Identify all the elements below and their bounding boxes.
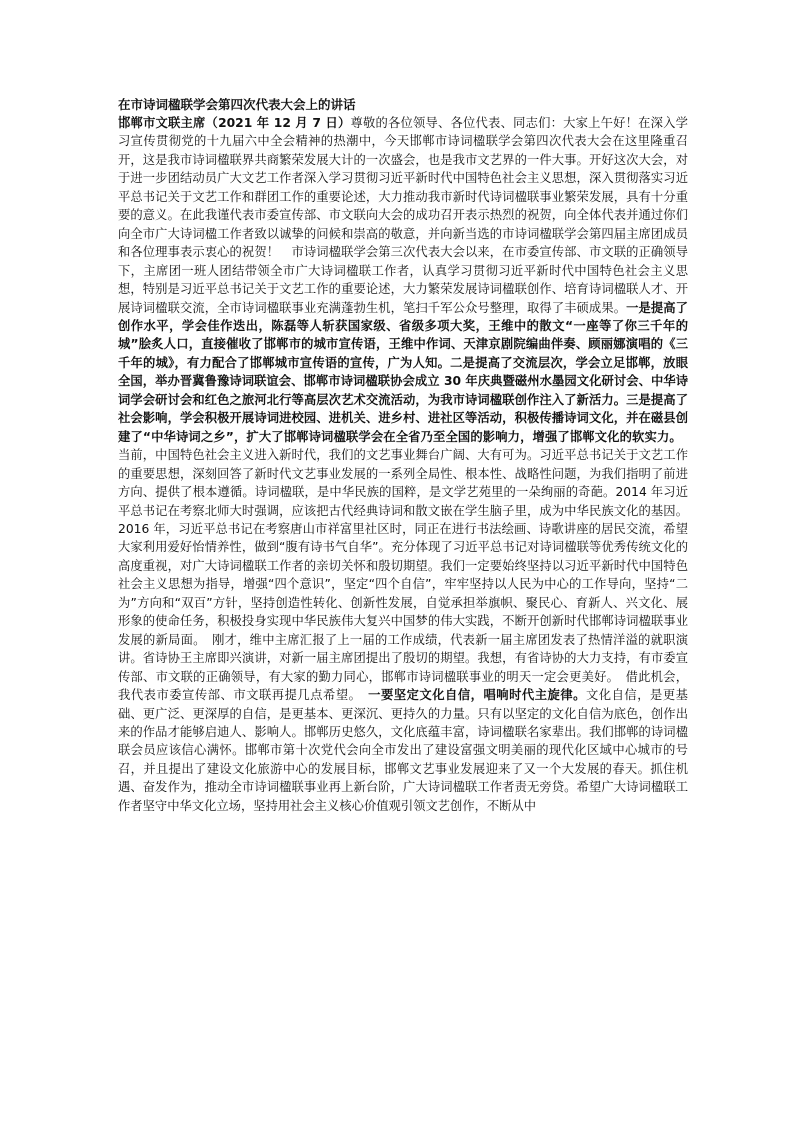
speech-body <box>118 114 688 815</box>
speaker-line: 邯郸市文联主席（2021 年 12 月 7 日） <box>118 116 351 130</box>
speech-paragraph-new-era: 当前，中国特色社会主义进入新时代，我们的文艺事业舞台广阔、大有可为。习近平总书记关于文艺工作的重要思想，深刻回答了新时代文艺事业发展的一系列全局性、根本性、战略性问题，为我们指明了前进方向、提供了根本遵循。诗词楹联，是中华民族的国粹，是文学艺苑里的一朵绚丽的奇葩。2014 年习近平总书记在考察北师大时强调，应该把古代经典诗词和散文嵌在学生脑子里，成为中华民族文化的基因。2016 年，习近平总书记在考察唐山市祥富里社区时，同正在进行书法绘画、诗歌讲座的居民交流，希望大家利用爱好怡情养性，做到“腹有诗书气自华”。充分体现了习近平总书记对诗词楹联等优秀传统文化的高度重视，对广大诗词楹联工作者的亲切关怀和殷切期望。我们一定要始终坚持以习近平新时代中国特色社会主义思想为指导，增强“四个意识”，坚定“四个自信”，牢牢坚持以人民为中心的工作导向，坚持“二为”方向和“双百”方针，坚持创造性转化、创新性发展，自觉承担举旗帜、聚民心、育新人、兴文化、展形象的使命任务，积极投身实现中华民族伟大复兴中国梦的伟大实践，不断开创新时代邯郸诗词楹联事业发展的新局面。 刚才，维中主席汇报了上一届的工作成绩，代表新一届主席团发表了热情洋溢的就职演讲。省诗协王主席即兴演讲，对新一届主席团提出了殷切的期望。我想，有省诗协的大力支持，有市委宣传部、市文联的正确领导，有大家的勤力同心，邯郸市诗词楹联事业的明天一定会更美好。 借此机会，我代表市委宣传部、市文联再提几点希望。 <box>118 429 688 703</box>
speech-point-one-heading: 一要坚定文化自信，唱响时代主旋律。 <box>355 688 586 703</box>
speech-paragraph-opening: 尊敬的各位领导、各位代表、同志们：大家上午好！在深入学习宣传贯彻党的十九届六中全会精神的热潮中，今天邯郸市诗词楹联学会第四次代表大会在这里隆重召开，这是我市诗词楹联界共商繁荣发展大计的一次盛会，也是我市文艺界的一件大事。开好这次大会，对于进一步团结动员广大文艺工作者深入学习贯彻习近平新时代中国特色社会主义思想，深入贯彻落实习近平总书记关于文艺工作和群团工作的重要论述，大力推动我市新时代诗词楹联事业繁荣发展，具有十分重要的意义。在此我谨代表市委宣传部、市文联向大会的成功召开表示热烈的祝贺，向全体代表并通过你们向全市广大诗词楹工作者致以诚挚的问候和崇高的敬意，并向新当选的市诗词楹联学会第四届主席团成员和各位理事表示衷心的祝贺！ 市诗词楹联学会第三次代表大会以来，在市委宣传部、市文联的正确领导下，主席团一班人团结带领全市广大诗词楹联工作者，认真学习贯彻习近平新时代中国特色社会主义思想，特别是习近平总书记关于文艺工作的重要论述，大力繁荣发展诗词楹联创作、培育诗词楹联人才、开展诗词楹联交流，全市诗词楹联事业充满蓬勃生机，笔扫千军公众号整理，取得了丰硕成果。 <box>118 116 688 315</box>
document-title: 在市诗词楹联学会第四次代表大会上的讲话 <box>118 97 356 112</box>
speech-paragraph-culture-confidence: 文化自信，是更基础、更广泛、更深厚的自信，是更基本、更深沉、更持久的力量。只有以坚定的文化自信为底色，创作出来的作品才能够启迪人、影响人。邯郸历史悠久，文化底蕴丰富，诗词楹联名家辈出。我们邯郸的诗词楹联会员应该信心满怀。邯郸市第十次党代会向全市发出了建设富强文明美丽的现代化区域中心城市的号召，并且提出了建设文化旅游中心的发展目标，邯郸文艺事业发展迎来了又一个大发展的春天。抓住机遇、奋发作为，推动全市诗词楹联事业再上新台阶，广大诗词楹联工作者责无旁贷。希望广大诗词楹联工作者坚守中华文化立场，坚持用社会主义核心价值观引领文艺创作，不断从中 <box>118 688 688 813</box>
document-page <box>118 96 688 815</box>
speech-achievements: 一是提高了创作水平，学会佳作迭出，陈磊等人斩获国家级、省级多项大奖，王维中的散文“一座等了你三千年的城”脍炙人口，直接催收了邯郸市的城市宣传语，王维中作词、天津京剧院编曲伴奏、顾丽娜演唱的《三千年的城》，有力配合了邯郸城市宣传语的宣传，广为人知。二是提高了交流层次，学会立足邯郸，放眼全国，举办晋冀鲁豫诗词联谊会、邯郸市诗词楹联协会成立 30 年庆典暨磁州水墨园文化研讨会、中华诗词学会研讨会和红色之旅河北行等高层次艺术交流活动，为我市诗词楹联创作注入了新活力。三是提高了社会影响，学会积极开展诗词进校园、进机关、进乡村、进社区等活动，积极传播诗词文化，并在磁县创建了“中华诗词之乡”，扩大了邯郸诗词楹联学会在全省乃至全国的影响力，增强了邯郸文化的软实力。 <box>118 300 688 444</box>
